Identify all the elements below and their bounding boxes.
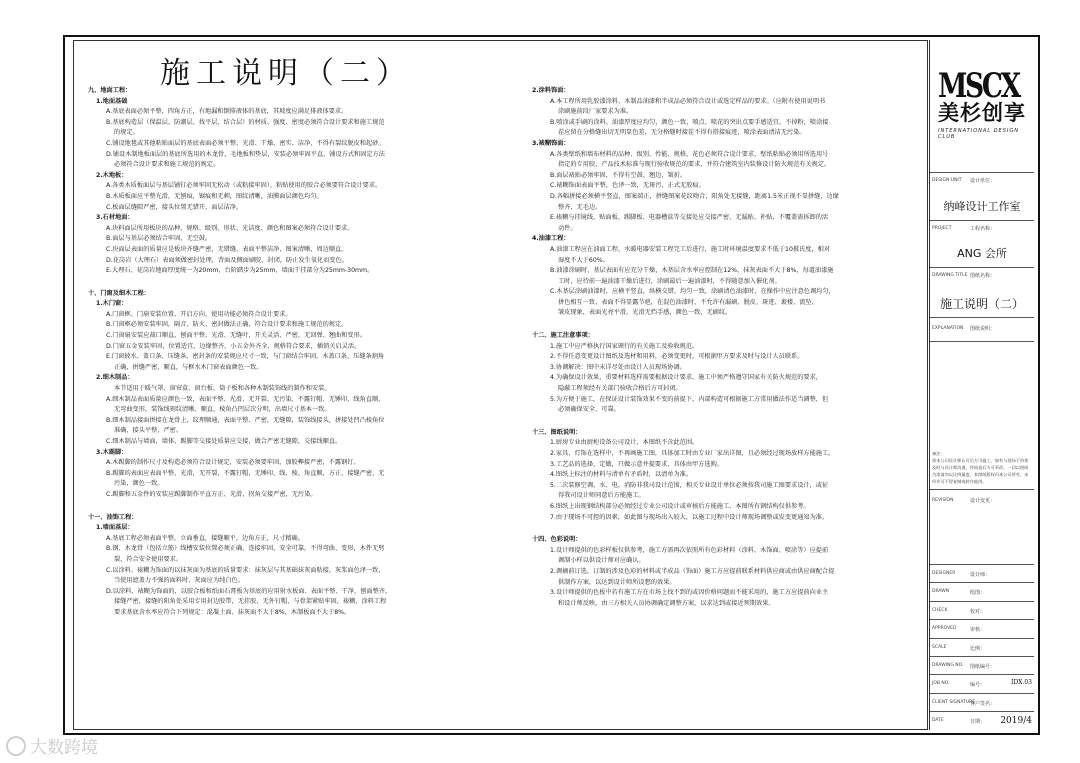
signoff-label: SCALE	[932, 644, 947, 650]
revision-row	[930, 489, 1034, 564]
subsection-heading: 1.墙面基层：	[96, 524, 134, 532]
section-heading: 十三、图纸说明：	[532, 428, 582, 436]
note-line: 正确，拼缝严密，顺直，与框水木门窗表面颜色一致。	[114, 363, 263, 371]
spacer	[532, 523, 922, 535]
signoff-label: DESIGNER	[932, 571, 956, 576]
note-line: B.门窗框必须安装牢固，隔音、防火、密封做法正确，符合设计要求和施工规范的规定。	[106, 321, 348, 329]
note-line: 必须确保安全，可靠。	[558, 406, 620, 414]
spacer	[88, 501, 528, 513]
signoff-row	[930, 693, 1034, 711]
signoff-label: JOB NO.	[932, 681, 950, 687]
note-line: 3.设计师提供的色板中若有施工方在市场上找不到的或因价格问题而不能采用的，施工方应提前向业主	[550, 589, 829, 597]
signoff-label-cn: 比例：	[970, 645, 986, 652]
notes-block	[932, 450, 1032, 485]
watermark-text: 大数跨境	[30, 738, 98, 758]
note-line: C.板面层缝隙严密，接头位置无错开，面层洁净。	[106, 203, 243, 211]
note-line: A.细木制品表面质量应颜色一致，表面平整、光滑、无开裂、无污染、不露钉帽、无锤印，线角直顺，	[106, 395, 385, 403]
signoff-label-cn: 设计师：	[970, 572, 991, 578]
note-line: E.大理石、花岗岩地面厚度统一为20mm，台阶踏步为25mm，墙面干挂部分为25mm-30mm。	[106, 267, 374, 275]
signoff-label-cn: 日期：	[970, 719, 986, 726]
note-line: 1.设计师提供的色彩样板仅供参考，施工方需再次依照所有色彩材料（涂料、木饰面、喷涂等）应提前	[550, 546, 829, 554]
revision-label-cn: 设计变更：	[970, 498, 996, 504]
notes-text: 须本公司设计师认可后方可施工，如有与现场不符须及时与设计师沟通，经同意后方可更改。一切以图纸为准请勿以比例量度，本图纸版权归本公司所有，未经许可不得复制或转作他用。	[932, 458, 1029, 484]
design-unit-row	[930, 172, 1034, 220]
note-line: C.门窗扇安装应裁口顺直，刨面平整、光滑、无缝叶，开关灵活、严密，无回弹、翘曲和变形。	[106, 332, 366, 340]
note-line: 整齐，无毛边。	[558, 203, 602, 211]
note-line: D.门窗五金安装牢固，位置适宜，边缘整齐，小五金外齐全，规格符合要求，插销关启灵活。	[106, 342, 361, 350]
note-line: 皱皮现象，表面光亮平滑，光滑无挡手感，颜色一致，无刷纹。	[558, 309, 732, 317]
section-heading: 3.裱糊饰面：	[532, 139, 570, 147]
logo-mark: MSCX	[938, 66, 1019, 106]
note-line: 拼色相互一致，表面不得显露节疤，在混色油漆时，不允许有漏刷、脱皮、斑迹、裹楼、流坠、	[558, 298, 818, 306]
drawing-title-row	[930, 267, 1034, 317]
signoff-row	[930, 656, 1034, 674]
design-unit-label-cn: 设计单位：	[970, 178, 996, 184]
subsection-heading: 3.木踢脚：	[96, 448, 128, 456]
design-unit-label: DESIGN UNIT	[932, 178, 962, 183]
signoff-label: CHECK	[932, 607, 948, 613]
project-label-cn: 工程名称：	[970, 226, 996, 232]
signoff-row	[930, 619, 1034, 637]
note-line: B.基底构造层（保温层、防潮层、找平层、结合层）的材质、强度、密度必须符合设计要求和施工规范	[106, 118, 385, 126]
note-line: 调制小样以供设计师对应确认。	[558, 557, 645, 565]
note-line: 隐蔽工程须经有关部门验收合格后方可封闭。	[558, 385, 682, 393]
note-line: 1.厨房专业由厨柜设备公司设计，本图纸不含此范围。	[550, 439, 699, 447]
note-line: C.裱糊饰面表面平整，色泽一致，无斑污，正式无胶痕。	[550, 182, 705, 190]
signoff-row	[930, 564, 1034, 582]
note-line: 得我司设计师同意后方能施工。	[558, 492, 645, 500]
signoff-label-cn: 审核：	[970, 627, 986, 634]
note-line: B.钢、木龙骨（包括立筋）线槽安装位置必须正确，连接牢固，安全可靠，不得弯曲、变形，木件无劈	[106, 545, 385, 553]
signoff-row	[930, 674, 1034, 692]
logo-english-name: INTERNATIONAL DESIGN CLUB	[938, 128, 1019, 140]
subsection-heading: 3.石材地面：	[96, 214, 134, 222]
note-line: C.块面层表面的质量应是板块齐缝严密，无错缝、表面平整洁净，图案清晰，周边顺直。	[106, 245, 348, 253]
note-line: A.基底表面必须平整，四角方正，有地漏和倒排液体的基底，其坡度应满足排液体要求。	[106, 108, 348, 116]
project-value: ANG 会所	[957, 247, 1007, 260]
note-line: 无弯曲变形，装饰线刻纹清晰、顺直，棱角凸凹层次分明，出墙尺寸基本一致。	[114, 406, 331, 414]
section-heading: 九、地面工程：	[88, 87, 132, 94]
note-line: A.木踢脚的制作尺寸及构造必须符合设计规定，安装必须要牢固，加胶榫接严密，不露钢钉。	[106, 459, 360, 467]
subsection-heading: 2.木地板：	[96, 171, 128, 179]
note-line: 要求基底含水率应符合下列规定：混凝土面、抹灰面不大于8%，木制板面不大于8%。	[114, 608, 351, 616]
section-heading: 4.油漆工程：	[532, 235, 570, 243]
section-heading: 十二、施工注意事项：	[532, 332, 594, 340]
section-heading: 十一、油饰工程：	[88, 513, 138, 521]
note-line: 裂，符合安全使用要求。	[114, 555, 183, 563]
note-line: C.以涂料、裱糊为饰面的以抹灰面为基底的质量要求：抹灰层与其基础抹灰面粘接，灰浆面色泽一致，	[106, 566, 385, 574]
note-line: 5.为方便于施工，在保证设计装饰效果不变的前提下，内部构造可根据施工方常用做法作适当调整，但	[550, 395, 829, 403]
note-line: C.木基层涂刷油漆时，应横平竖直，纵横交错，均匀一致，涂刷清色油漆时，在操作中应注意色调均匀，	[550, 288, 835, 296]
note-line: 6.图纸上出现钢结构部分必须经过专业公司设计或审核后方能施工，本图所有钢结构仅供参考。	[550, 502, 810, 510]
note-line: 供制作方案，以达到设计师所设想的效果。	[558, 578, 676, 586]
note-line: A.基底工程必须表面平整，立面垂直，接缝顺平，边角方正，尺寸精确。	[106, 534, 304, 542]
logo-chinese-name: 美杉创享	[938, 101, 1026, 125]
note-line: E.裱糊与挂镜线、贴面板、踢脚板、电器槽盒等交接处应交接严密，无漏贴、补贴，不覆盖需拆卸的活	[550, 214, 829, 222]
signoff-label-cn: 编号：	[970, 682, 986, 689]
explanation-row	[930, 317, 1034, 341]
signoff-value: 2019/4	[1000, 716, 1032, 727]
signoff-row	[930, 711, 1034, 729]
section-heading: 十四、色彩说明：	[532, 536, 582, 544]
title-block	[929, 40, 1035, 730]
note-line: A.块料面层所用板块的品种、规格、级别、形状、光洁度、颜色和图案必须符合设计要求。	[106, 224, 354, 232]
drawing-title-label: DRAWING TITLE	[932, 273, 968, 278]
note-line: 的规定。	[114, 129, 139, 137]
signoff-label: CLIENT SIGNATURE	[932, 699, 976, 705]
note-line: 4.图纸上标注的材料与清单有矛盾时，以清单为准。	[550, 471, 693, 479]
signoff-label-cn: 校对：	[970, 608, 986, 615]
note-line: D.花岗岩（大理石）表面须做密封处理，背面及侧面刷胶，封闭，防止发生氧化而变色。	[106, 256, 348, 264]
section-heading: 2.涂料饰面：	[532, 87, 570, 94]
note-line: A.油漆工程应在油面工程、水暖电器安装工程完工后进行，施工时环境温度要求不低于10摄氏度，相对	[550, 245, 831, 253]
subsection-heading: 1.木门窗：	[96, 300, 128, 308]
note-line: B.喷涂或手刷的涂料、油漆厚度应均匀，颜色一致，喷点、喷花的突出点要手感适宜，不掉粉，喷涂接	[550, 118, 829, 126]
signoff-row	[930, 601, 1034, 619]
note-line: 准确，接头平整、严密。	[114, 427, 183, 435]
subsection-heading: 2.细木制品：	[96, 374, 134, 382]
note-line: C.细木制品与墙面，墙体、踢脚等交接处质量应交接，做合严密无缝隙，交接线顺直。	[106, 438, 342, 445]
note-line: D.铺设木制地板面层的基底所选用的木龙骨，毛地板和垫层，安装必须牢固平直，铺设方式和固定方法	[106, 150, 385, 158]
design-unit-value: 纳峰设计工作室	[943, 200, 1021, 213]
notes-row	[930, 341, 1034, 489]
note-line: 污染，颜色一致。	[114, 480, 164, 488]
note-line: A.各类木质板面层与基层铺钉必须牢固无松动（或粘接牢固），粘贴使用的胶合必须要符合设计要求。	[106, 182, 382, 190]
spacer	[532, 319, 922, 331]
project-label: PROJECT	[932, 226, 952, 231]
right-notes-column	[532, 86, 922, 609]
note-line: 指定的专用胶，产品技术标准与现行验收规范的要求，并符合建筑室内装修设计防火规范有关规定。	[558, 161, 831, 169]
note-line: 4.为确保设计效果，重要材料选样需要根据设计要求，施工中须严格遵守国家有关防火规范的要求，	[550, 374, 822, 382]
note-line: B.细木制品接面拼接在龙骨上，纹理顺通，表面平整、严密，无缝隙，装饰线接头，拼接处凹凸棱角位	[106, 416, 385, 424]
note-line: 茬应留在分格缝出切无明显色差，无分格缝时接茬不得有搭接痕迹，喷涂表面清洁无污染。	[558, 129, 806, 137]
note-line: 2.不得任意变更设计图纸及选材和用料，必须变更时，可根据甲方要求及时与设计人员联系。	[550, 353, 804, 361]
note-line: 当使用遮盖力不强的面料时，灰面应为纯白色。	[114, 577, 244, 585]
note-line: B.面层与基层必须结合牢固，无空鼓。	[106, 235, 212, 243]
signoff-label-cn: 客户签名：	[970, 700, 996, 707]
note-line: C.铺设地毯或其他粘贴面层的基底表面必须平整、光滑、干燥、密实、洁净，不得有裂纹脱皮和起砂。	[106, 139, 385, 147]
note-line: 工时，应待前一遍油漆干燥后进行，涂刷最后一遍油漆时，不得随意加入催化剂。	[558, 277, 781, 285]
note-line: B.油漆涂刷时，基层表面有应充分干燥，木基层含水率应控制在12%，抹灰表面不大于8%，每道油漆施	[550, 267, 834, 275]
signoff-label: DRAWING NO.	[932, 663, 964, 668]
note-line: A.门窗框、门扇安装位置、开启方向、使用功能必须符合设计要求。	[106, 310, 292, 318]
note-line: C.踢脚和五金件的安装应踢脚制作平直方正、光滑，拐角交接严密，无污染。	[106, 490, 317, 498]
note-line: 本节适用于暖气罩、窗帘盒、窗台板、筒子板和各种木制装饰线的制作和安装。	[114, 385, 331, 393]
note-line: 5.二次装修空调、水、电、消防非我司设计范围，相关专业设计单位必须按我司施工图要求设计，或征	[550, 481, 829, 489]
note-line: 接缝严密，接缝的阳角处采用专用封边胶带，无挂胶，无外钉帽，与骨架紧贴牢固，裱糊、涂料工程	[114, 598, 387, 606]
note-line: B.木质板面应平整光滑，无刨痕，锯痕和无刺，图纹清晰，油膜面层颜色均匀。	[106, 192, 323, 200]
note-line: 7.由于现场不可控的因素，如此图与现场出入较大，以施工过程中设计师现场调整或发变更通知为准。	[550, 513, 829, 521]
note-line: 3.协调解决：图中未详尽处由设计人员现场协调。	[550, 363, 686, 371]
note-line: 2.调摘前订选，订制的涉及色彩的材料或半成品（饰面）施工方应提前联系材料供应商或由供应商配合提	[550, 567, 835, 575]
signoff-row	[930, 638, 1034, 656]
explanation-label: EXPLANATION	[932, 326, 964, 331]
note-line: 2.家具、灯饰在选样中，不再画施工图，具体加工时由专业厂家出详图，且必须经过现场放样方能施工。	[550, 450, 835, 457]
note-line: E.门窗披水、盖口条、压缝条、密封条的安装规应尺寸一致，与门窗结合牢固，木盖口条、压缝条割角	[106, 353, 385, 361]
note-line: 和设计师反映，由三方相关人员协调确定调整方案，以求达到或接近预期效果。	[558, 599, 775, 607]
note-line: 涂刷施前段厂家要求为准。	[558, 108, 633, 116]
notes-label: 备注:	[932, 451, 942, 456]
note-line: B.踢脚的表面应表面平整、光滑，无开裂，不露钉帽，无锤印，线、棱、角直顺，方正，接缝严密，无	[106, 469, 385, 477]
signoff-label: DRAWN	[932, 589, 950, 595]
company-logo	[938, 66, 1030, 180]
signoff-value: IDX.03	[1011, 679, 1032, 687]
note-line: A.各类壁纸和墙布材料的品种、级别、性能、规格、花色必须符合设计要求，壁纸粘贴必须用所选用号	[550, 150, 829, 158]
note-line: B.面层裱贴必须牢固，不得有空鼓、翘边、皱折。	[550, 171, 687, 179]
revision-label: REVISION	[932, 498, 954, 503]
section-heading: 十、门窗及细木工程：	[88, 289, 150, 297]
watermark	[6, 733, 98, 758]
signoff-label: APPROVED	[932, 626, 957, 632]
note-line: A.本工程所用乳胶漆涂料、木制品油漆和半成品必须符合设计或选定样品的要求。（应附有使用说明书	[550, 97, 826, 105]
note-line: 1.施工中应严格执行国家颁行的有关施工及验收规范。	[550, 342, 699, 350]
drawing-title-label-cn: 图纸名称：	[970, 273, 996, 279]
explanation-label-cn: 图纸说明：	[970, 326, 996, 332]
note-line: 必须符合设计要求和施工规范的规定。	[114, 161, 220, 169]
signoff-label: DATE	[932, 718, 944, 724]
note-line: D.各幅拼接必须横平竖直，图案端正，拼缝图案花纹吻合，阳角处无接缝，距离1.5米正视不显拼缝，边缘	[550, 192, 839, 200]
signoff-label-cn: 图纸编号：	[970, 664, 996, 670]
drawing-title-value: 施工说明（二）	[939, 297, 1024, 311]
note-line: 湿度不大于60%。	[558, 256, 609, 264]
signoff-row	[930, 582, 1034, 600]
project-row	[930, 220, 1034, 267]
note-line: 3.工艺品的选择、定做，只做示意并提要求，具体由甲方选购。	[550, 460, 723, 468]
sheet-title: 施工说明（二）	[160, 56, 412, 91]
note-line: 动件。	[558, 224, 577, 232]
watermark-logo-icon	[6, 736, 26, 756]
left-notes-column	[88, 86, 528, 619]
subsection-heading: 1.地面基础	[96, 97, 128, 105]
signoff-label-cn: 绘图：	[970, 590, 986, 597]
spacer	[88, 277, 528, 289]
spacer	[532, 416, 922, 428]
note-line: D.以涂料、裱糊为饰面的，以胶合板和纸面石膏板为基底的应用射水板面、表面平整、干净，刨面整齐，	[106, 587, 392, 595]
